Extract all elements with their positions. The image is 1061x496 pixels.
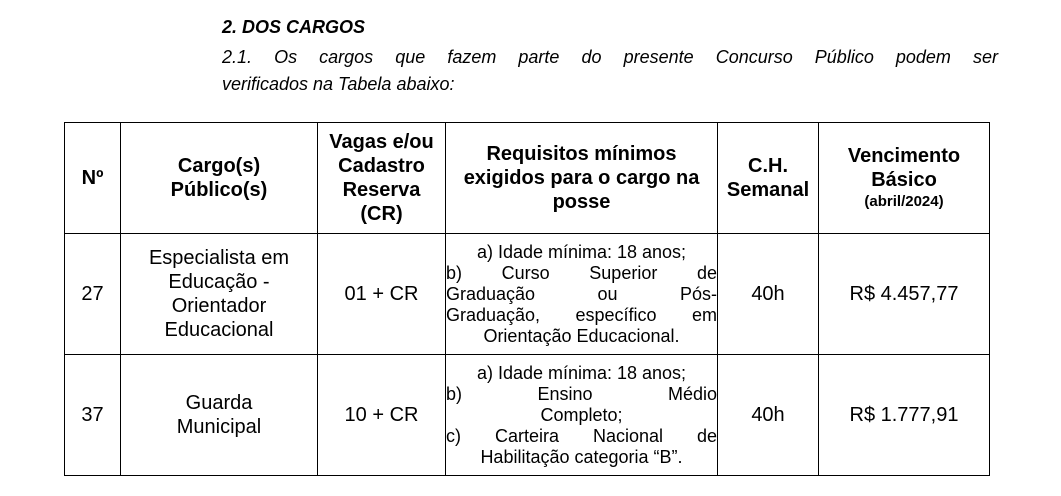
row-vencimento: R$ 1.777,91: [819, 355, 990, 476]
requisito-line: Completo;: [540, 404, 623, 425]
requisito-line: a) Idade mínima: 18 anos;: [476, 362, 687, 383]
header-vagas-line3: Reserva: [342, 179, 421, 201]
section-heading: 2. DOS CARGOS: [222, 17, 366, 37]
requisito-line: b) Ensino Médio: [446, 383, 717, 404]
row-requisitos: [446, 355, 718, 476]
row-vagas: 01 + CR: [318, 234, 446, 355]
table-row: [65, 355, 990, 476]
row-cargo: Especialista em Educação - Orientador Educacional: [121, 234, 318, 355]
requisito-line: Habilitação categoria “B”.: [480, 446, 683, 467]
requisito-line: Orientação Educacional.: [483, 325, 680, 346]
header-vagas-line1: Vagas e/ou: [329, 131, 434, 153]
header-vencimento-note: (abril/2024): [864, 193, 944, 210]
requisito-line: Graduação ou Pós-: [446, 283, 717, 304]
row-vencimento: R$ 4.457,77: [819, 234, 990, 355]
row-vagas: 10 + CR: [318, 355, 446, 476]
requisito-line: Graduação, específico em: [446, 304, 717, 325]
header-cargo: Cargo(s) Público(s): [121, 123, 318, 234]
requisito-line: a) Idade mínima: 18 anos;: [476, 241, 687, 262]
header-requisitos: Requisitos mínimos exigidos para o cargo na posse: [446, 123, 718, 234]
requisito-line: c) Carteira Nacional de: [446, 425, 717, 446]
header-vagas: [318, 123, 446, 234]
requisito-line: b) Curso Superior de: [446, 262, 717, 283]
row-ch: 40h: [718, 234, 819, 355]
intro-line-1: 2.1. Os cargos que fazem parte do presente Concurso Público podem ser: [222, 47, 998, 67]
header-ch: C.H. Semanal: [718, 123, 819, 234]
row-ch: 40h: [718, 355, 819, 476]
row-numero: 27: [65, 234, 121, 355]
table-row: [65, 234, 990, 355]
row-cargo: Guarda Municipal: [121, 355, 318, 476]
header-vagas-line4: (CR): [360, 203, 403, 225]
row-requisitos: [446, 234, 718, 355]
header-vencimento: [819, 123, 990, 234]
header-vagas-line2: Cadastro: [338, 155, 425, 177]
cargos-table: [64, 122, 990, 476]
intro-line-2: verificados na Tabela abaixo:: [222, 74, 455, 94]
table-header-row: [65, 123, 990, 234]
row-numero: 37: [65, 355, 121, 476]
header-vencimento-label: Vencimento Básico: [847, 145, 961, 191]
section-intro: [222, 44, 998, 98]
header-numero: Nº: [65, 123, 121, 234]
